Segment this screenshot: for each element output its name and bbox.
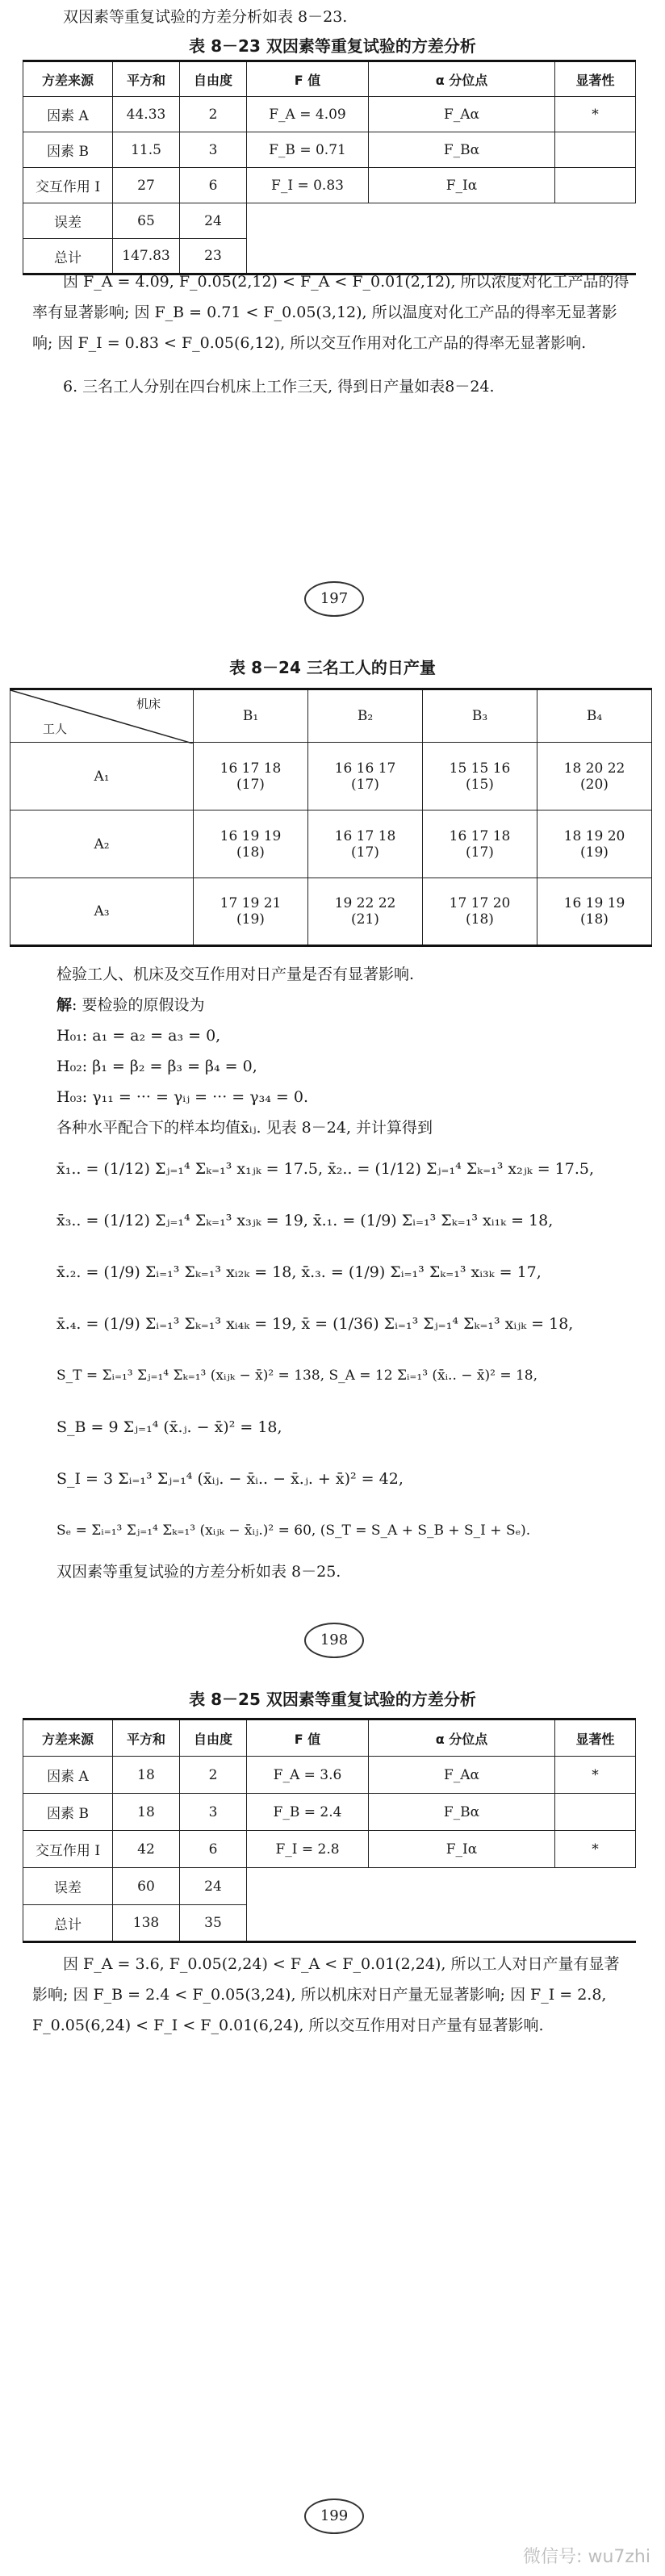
cell: 3 xyxy=(180,1794,247,1831)
cell: 27 xyxy=(113,168,180,203)
table-header-row xyxy=(23,1719,636,1757)
cell xyxy=(555,1794,636,1831)
cell: 147.83 xyxy=(113,239,180,274)
intro-text: 双因素等重复试验的方差分析如表 8－23. xyxy=(63,8,348,26)
table-row xyxy=(23,1831,636,1868)
cell-mean: (15) xyxy=(466,776,494,793)
cell: 138 xyxy=(113,1905,180,1942)
table-row xyxy=(23,203,636,239)
problem-6-text: 6. 三名工人分别在四台机床上工作三天, 得到日产量如表8－24. xyxy=(63,378,495,396)
table-8-23 xyxy=(23,60,636,275)
table-row xyxy=(23,1757,636,1794)
cell: F_I = 0.83 xyxy=(247,168,369,203)
cell xyxy=(247,203,369,239)
cell: 60 xyxy=(113,1868,180,1905)
solution-lead-text: : 要检验的原假设为 xyxy=(72,996,205,1014)
table-8-23-title: 表 8－23 双因素等重复试验的方差分析 xyxy=(189,36,476,56)
machine-header: B₂ xyxy=(308,689,423,743)
cell: 2 xyxy=(180,1757,247,1794)
cell xyxy=(247,1868,369,1905)
cell: F_Aα xyxy=(369,1757,555,1794)
formula-line: x̄.₂. = (1/9) Σᵢ₌₁³ Σₖ₌₁³ xᵢ₂ₖ = 18, x̄.₃. = (1/9) Σᵢ₌₁³ Σₖ₌₁³ xᵢ₃ₖ = 17, xyxy=(56,1263,542,1281)
cell-mean: (17) xyxy=(351,844,379,861)
cell-values: 18 20 22 xyxy=(563,760,625,777)
cell: 35 xyxy=(180,1905,247,1942)
cell-values: 18 19 20 xyxy=(563,827,625,844)
table-header-row xyxy=(10,689,652,743)
cell xyxy=(369,1905,555,1942)
formula-line: S_B = 9 Σⱼ₌₁⁴ (x̄.ⱼ. − x̄)² = 18, xyxy=(56,1418,282,1436)
cell: 误差 xyxy=(23,203,113,239)
col-header: α 分位点 xyxy=(369,61,555,97)
formula-line: S_T = Σᵢ₌₁³ Σⱼ₌₁⁴ Σₖ₌₁³ (xᵢⱼₖ − x̄)² = 138, S_A = 12 Σᵢ₌₁³ (x̄ᵢ.. − x̄)² = 18, xyxy=(56,1368,538,1384)
cell xyxy=(555,1868,636,1905)
cell xyxy=(369,1868,555,1905)
table-row xyxy=(23,168,636,203)
question-text: 检验工人、机床及交互作用对日产量是否有显著影响. xyxy=(56,965,415,983)
cell: F_Iα xyxy=(369,168,555,203)
table-row xyxy=(23,132,636,168)
cell-mean: (21) xyxy=(351,911,379,928)
cell: F_Bα xyxy=(369,1794,555,1831)
watermark-text: 微信号: wu7zhi xyxy=(523,2547,650,2567)
solution-block xyxy=(56,959,638,1587)
cell xyxy=(537,878,652,946)
table-row xyxy=(23,97,636,132)
table-8-24-title: 表 8－24 三名工人的日产量 xyxy=(229,658,436,677)
cell: 6 xyxy=(180,1831,247,1868)
cell: 65 xyxy=(113,203,180,239)
table-row xyxy=(23,1868,636,1905)
table-row xyxy=(23,1794,636,1831)
section-table-8-25 xyxy=(0,1686,665,2034)
cell-values: 16 16 17 xyxy=(334,760,396,777)
cell: F_B = 2.4 xyxy=(247,1794,369,1831)
cell-mean: (17) xyxy=(466,844,494,861)
col-header: 显著性 xyxy=(555,61,636,97)
worker-label: A₂ xyxy=(10,810,194,878)
page-number-199: 199 xyxy=(304,2499,364,2534)
cell xyxy=(555,1905,636,1942)
page-number-198: 198 xyxy=(304,1623,364,1658)
worker-label: A₁ xyxy=(10,743,194,810)
cell: 23 xyxy=(180,239,247,274)
cell: 交互作用 I xyxy=(23,1831,113,1868)
cell: F_B = 0.71 xyxy=(247,132,369,168)
cell: 2 xyxy=(180,97,247,132)
cell-mean: (18) xyxy=(236,844,265,861)
table-row xyxy=(23,1905,636,1942)
table-header-row xyxy=(23,61,636,97)
cell: * xyxy=(555,1831,636,1868)
cell-mean: (19) xyxy=(580,844,609,861)
conclusion-8-25: 因 F_A = 3.6, F_0.05(2,24) < F_A < F_0.01(2,24), 所以工人对日产量有显著影响; 因 F_B = 2.4 < F_0.05(3,24), 所以机床对日产量无显著影响; 因 F_I = 2.8, F_0.05(6,24) < F_I < F_0.01(6,24), 所以交互作用对日产量有显著影响. xyxy=(32,1955,620,2034)
cell-mean: (19) xyxy=(236,911,265,928)
cell: 24 xyxy=(180,1868,247,1905)
cell: F_Iα xyxy=(369,1831,555,1868)
cell: F_Bα xyxy=(369,132,555,168)
cell-values: 17 19 21 xyxy=(220,895,282,911)
col-header: F 值 xyxy=(247,61,369,97)
cell-values: 15 15 16 xyxy=(449,760,511,777)
machine-header: B₄ xyxy=(537,689,652,743)
cell: 44.33 xyxy=(113,97,180,132)
col-header: 方差来源 xyxy=(23,61,113,97)
cell-values: 16 19 19 xyxy=(563,895,625,911)
cell: 交互作用 I xyxy=(23,168,113,203)
cell xyxy=(308,810,423,878)
cell: 因素 A xyxy=(23,1757,113,1794)
cell: 6 xyxy=(180,168,247,203)
formula-line: x̄₁.. = (1/12) Σⱼ₌₁⁴ Σₖ₌₁³ x₁ⱼₖ = 17.5, x̄₂.. = (1/12) Σⱼ₌₁⁴ Σₖ₌₁³ x₂ⱼₖ = 17.5, xyxy=(56,1160,595,1178)
col-header: α 分位点 xyxy=(369,1719,555,1757)
col-header: 显著性 xyxy=(555,1719,636,1757)
cell: F_A = 3.6 xyxy=(247,1757,369,1794)
cell: 3 xyxy=(180,132,247,168)
cell-mean: (17) xyxy=(236,776,265,793)
table-row xyxy=(10,743,652,810)
table-row xyxy=(10,878,652,946)
solution-label: 解 xyxy=(56,996,73,1014)
col-header: F 值 xyxy=(247,1719,369,1757)
table-8-24 xyxy=(10,688,652,947)
cell-values: 17 17 20 xyxy=(449,895,511,911)
cell: F_Aα xyxy=(369,97,555,132)
formula-line: Sₑ = Σᵢ₌₁³ Σⱼ₌₁⁴ Σₖ₌₁³ (xᵢⱼₖ − x̄ᵢⱼ.)² = 60, (S_T = S_A + S_B + S_I + Sₑ). xyxy=(56,1523,531,1539)
cell: 总计 xyxy=(23,239,113,274)
col-header: 自由度 xyxy=(180,61,247,97)
cell xyxy=(555,132,636,168)
cell-values: 16 19 19 xyxy=(220,827,282,844)
col-header: 平方和 xyxy=(113,61,180,97)
formula-line: S_I = 3 Σᵢ₌₁³ Σⱼ₌₁⁴ (x̄ᵢⱼ. − x̄ᵢ.. − x̄.ⱼ. + x̄)² = 42, xyxy=(56,1470,404,1488)
page-number-197: 197 xyxy=(304,581,364,617)
cell: 18 xyxy=(113,1757,180,1794)
cell xyxy=(194,878,308,946)
table-8-25-title: 表 8－25 双因素等重复试验的方差分析 xyxy=(189,1690,476,1709)
cell: 误差 xyxy=(23,1868,113,1905)
cell-values: 16 17 18 xyxy=(449,827,511,844)
worker-label: A₃ xyxy=(10,878,194,946)
cell xyxy=(537,743,652,810)
formula-line: x̄₃.. = (1/12) Σⱼ₌₁⁴ Σₖ₌₁³ x₃ⱼₖ = 19, x̄.₁. = (1/9) Σᵢ₌₁³ Σₖ₌₁³ xᵢ₁ₖ = 18, xyxy=(56,1212,554,1229)
cell: 24 xyxy=(180,203,247,239)
cell xyxy=(555,203,636,239)
table-8-25-intro: 双因素等重复试验的方差分析如表 8－25. xyxy=(56,1563,341,1581)
hypothesis-h01: H₀₁: a₁ = a₂ = a₃ = 0, xyxy=(56,1027,221,1045)
diagonal-header-cell xyxy=(10,689,194,743)
cell-values: 19 22 22 xyxy=(334,895,396,911)
hypothesis-h02: H₀₂: β₁ = β₂ = β₃ = β₄ = 0, xyxy=(56,1058,257,1075)
cell xyxy=(423,743,537,810)
cell-mean: (20) xyxy=(580,776,609,793)
cell: * xyxy=(555,1757,636,1794)
cell xyxy=(555,168,636,203)
hypothesis-h03: H₀₃: γ₁₁ = ··· = γᵢⱼ = ··· = γ₃₄ = 0. xyxy=(56,1088,308,1106)
cell: 42 xyxy=(113,1831,180,1868)
section-table-8-23 xyxy=(0,0,665,396)
cell: * xyxy=(555,97,636,132)
solution-lead xyxy=(56,990,638,1020)
table-row xyxy=(10,810,652,878)
machine-header: B₃ xyxy=(423,689,537,743)
cell: 18 xyxy=(113,1794,180,1831)
cell xyxy=(423,810,537,878)
cell-values: 16 17 18 xyxy=(220,760,282,777)
means-intro: 各种水平配合下的样本均值x̄ᵢⱼ. 见表 8－24, 并计算得到 xyxy=(56,1119,433,1137)
cell: 因素 B xyxy=(23,132,113,168)
cell xyxy=(369,203,555,239)
cell-mean: (18) xyxy=(580,911,609,928)
diagonal-line xyxy=(10,690,193,743)
formula-line: x̄.₄. = (1/9) Σᵢ₌₁³ Σₖ₌₁³ xᵢ₄ₖ = 19, x̄ = (1/36) Σᵢ₌₁³ Σⱼ₌₁⁴ Σₖ₌₁³ xᵢⱼₖ = 18, xyxy=(56,1315,574,1333)
table-8-25 xyxy=(23,1718,636,1943)
cell-mean: (17) xyxy=(351,776,379,793)
cell xyxy=(247,1905,369,1942)
machine-header: B₁ xyxy=(194,689,308,743)
conclusion-8-23: 因 F_A = 4.09, F_0.05(2,12) < F_A < F_0.01(2,12), 所以浓度对化工产品的得率有显著影响; 因 F_B = 0.71 < F_0.05(3,12), 所以温度对化工产品的得率无显著影响; 因 F_I = 0.83 < F_0.05(6,12), 所以交互作用对化工产品的得率无显著影响. xyxy=(32,273,629,352)
cell: 因素 B xyxy=(23,1794,113,1831)
cell: 总计 xyxy=(23,1905,113,1942)
cell: 11.5 xyxy=(113,132,180,168)
cell xyxy=(308,878,423,946)
cell xyxy=(423,878,537,946)
cell xyxy=(537,810,652,878)
cell: F_A = 4.09 xyxy=(247,97,369,132)
cell-values: 16 17 18 xyxy=(334,827,396,844)
cell: 因素 A xyxy=(23,97,113,132)
cell xyxy=(308,743,423,810)
cell: F_I = 2.8 xyxy=(247,1831,369,1868)
col-header: 方差来源 xyxy=(23,1719,113,1757)
header-worker-label: 工人 xyxy=(43,722,68,736)
col-header: 平方和 xyxy=(113,1719,180,1757)
cell xyxy=(194,743,308,810)
section-table-8-24 xyxy=(0,654,665,1581)
cell xyxy=(194,810,308,878)
cell-mean: (18) xyxy=(466,911,494,928)
header-machine-label: 机床 xyxy=(136,697,161,711)
col-header: 自由度 xyxy=(180,1719,247,1757)
